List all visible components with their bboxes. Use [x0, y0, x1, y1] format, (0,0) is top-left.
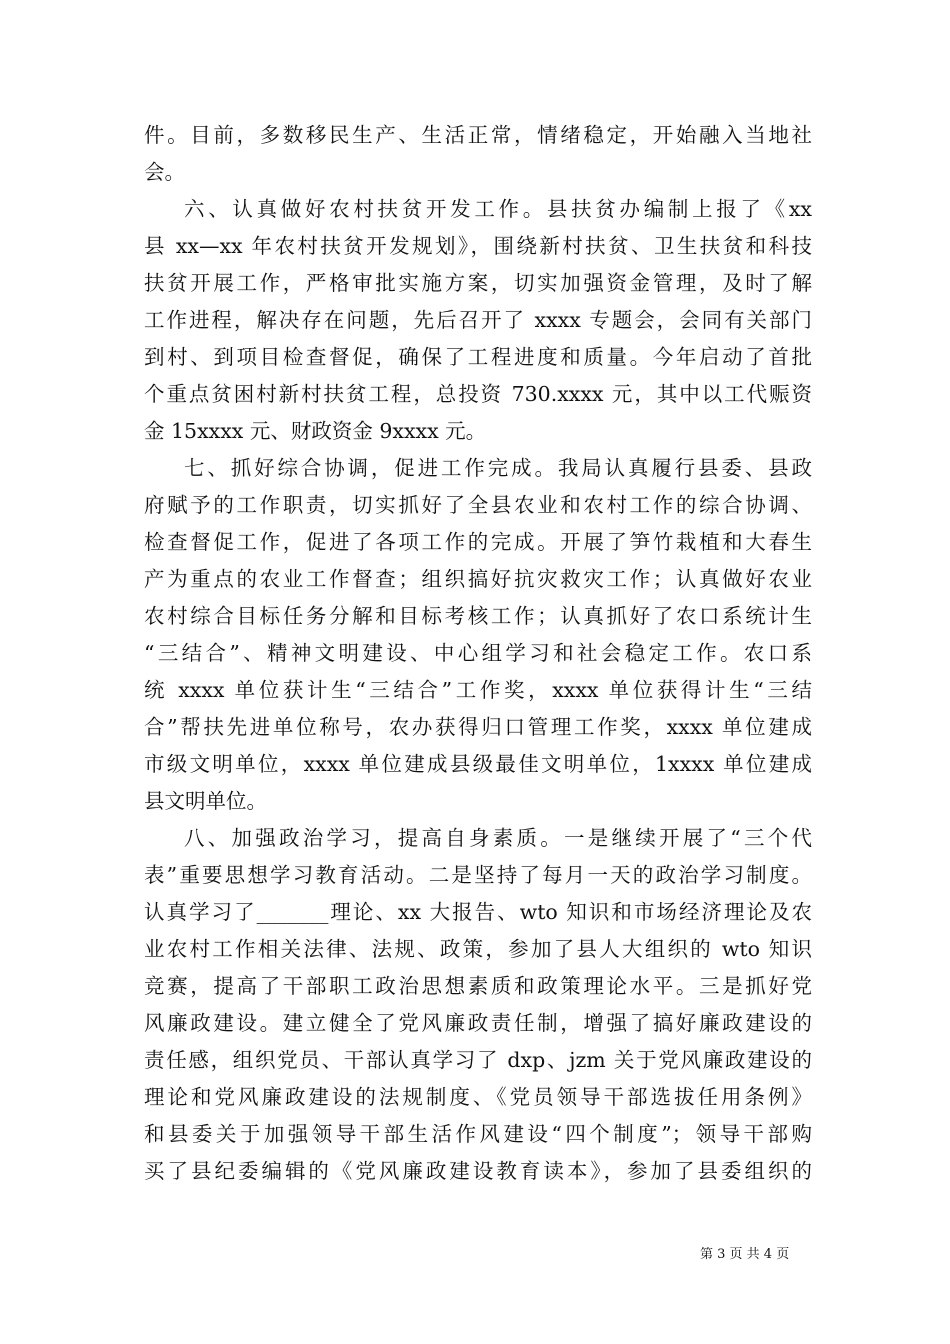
page-number: 第 3 页 共 4 页	[700, 1247, 790, 1262]
text-line: 农村综合目标任务分解和目标考核工作；认真抓好了农口系统计生	[144, 604, 812, 628]
text-line: 责任感，组织党员、干部认真学习了 dxp、jzm 关于党风廉政建设的	[144, 1048, 812, 1072]
text-line: 统 xxxx 单位获计生“三结合”工作奖，xxxx 单位获得计生“三结	[144, 678, 812, 702]
text-line: 市级文明单位，xxxx 单位建成县级最佳文明单位，1xxxx 单位建成	[144, 752, 812, 776]
text-line: “三结合”、精神文明建设、中心组学习和社会稳定工作。农口系	[144, 641, 812, 665]
text-line: 风廉政建设。建立健全了党风廉政责任制，增强了搞好廉政建设的	[144, 1011, 812, 1035]
paragraph-heading-line: 七、抓好综合协调，促进工作完成。我局认真履行县委、县政	[184, 456, 812, 480]
text-line: 检查督促工作，促进了各项工作的完成。开展了笋竹栽植和大春生	[144, 530, 812, 554]
text-line: 件。目前，多数移民生产、生活正常，情绪稳定，开始融入当地社	[144, 123, 812, 147]
text-line: 表”重要思想学习教育活动。二是坚持了每月一天的政治学习制度。	[144, 863, 812, 887]
paragraph-heading-line: 六、认真做好农村扶贫开发工作。县扶贫办编制上报了《xx	[184, 197, 812, 221]
text-line: 县 xx—xx 年农村扶贫开发规划》，围绕新村扶贫、卫生扶贫和科技	[144, 234, 812, 258]
text-line: 扶贫开展工作，严格审批实施方案，切实加强资金管理，及时了解	[144, 271, 812, 295]
text-line: 理论和党风廉政建设的法规制度、《党员领导干部选拔任用条例》	[144, 1085, 812, 1109]
text-line: 买了县纪委编辑的《党风廉政建设教育读本》，参加了县委组织的	[144, 1159, 812, 1183]
paragraph-heading-line: 八、加强政治学习，提高自身素质。一是继续开展了“三个代	[184, 826, 812, 850]
text-line: 竞赛，提高了干部职工政治思想素质和政策理论水平。三是抓好党	[144, 974, 812, 998]
text-line: 工作进程，解决存在问题，先后召开了 xxxx 专题会，会同有关部门	[144, 308, 812, 332]
text-line: 县文明单位。	[144, 789, 267, 813]
text-line: 和县委关于加强领导干部生活作风建设“四个制度”；领导干部购	[144, 1122, 812, 1146]
text-line: 会。	[144, 160, 185, 184]
text-line: 府赋予的工作职责，切实抓好了全县农业和农村工作的综合协调、	[144, 493, 812, 517]
text-line: 合”帮扶先进单位称号，农办获得归口管理工作奖，xxxx 单位建成	[144, 715, 812, 739]
body-text	[144, 117, 812, 1190]
text-line: 个重点贫困村新村扶贫工程，总投资 730.xxxx 元，其中以工代赈资	[144, 382, 812, 406]
text-line: 认真学习了_______理论、xx 大报告、wto 知识和市场经济理论及农	[144, 900, 812, 924]
text-line: 业农村工作相关法律、法规、政策，参加了县人大组织的 wto 知识	[144, 937, 812, 961]
text-line: 产为重点的农业工作督查；组织搞好抗灾救灾工作；认真做好农业	[144, 567, 812, 591]
text-line: 金 15xxxx 元、财政资金 9xxxx 元。	[144, 419, 487, 443]
text-line: 到村、到项目检查督促，确保了工程进度和质量。今年启动了首批	[144, 345, 812, 369]
